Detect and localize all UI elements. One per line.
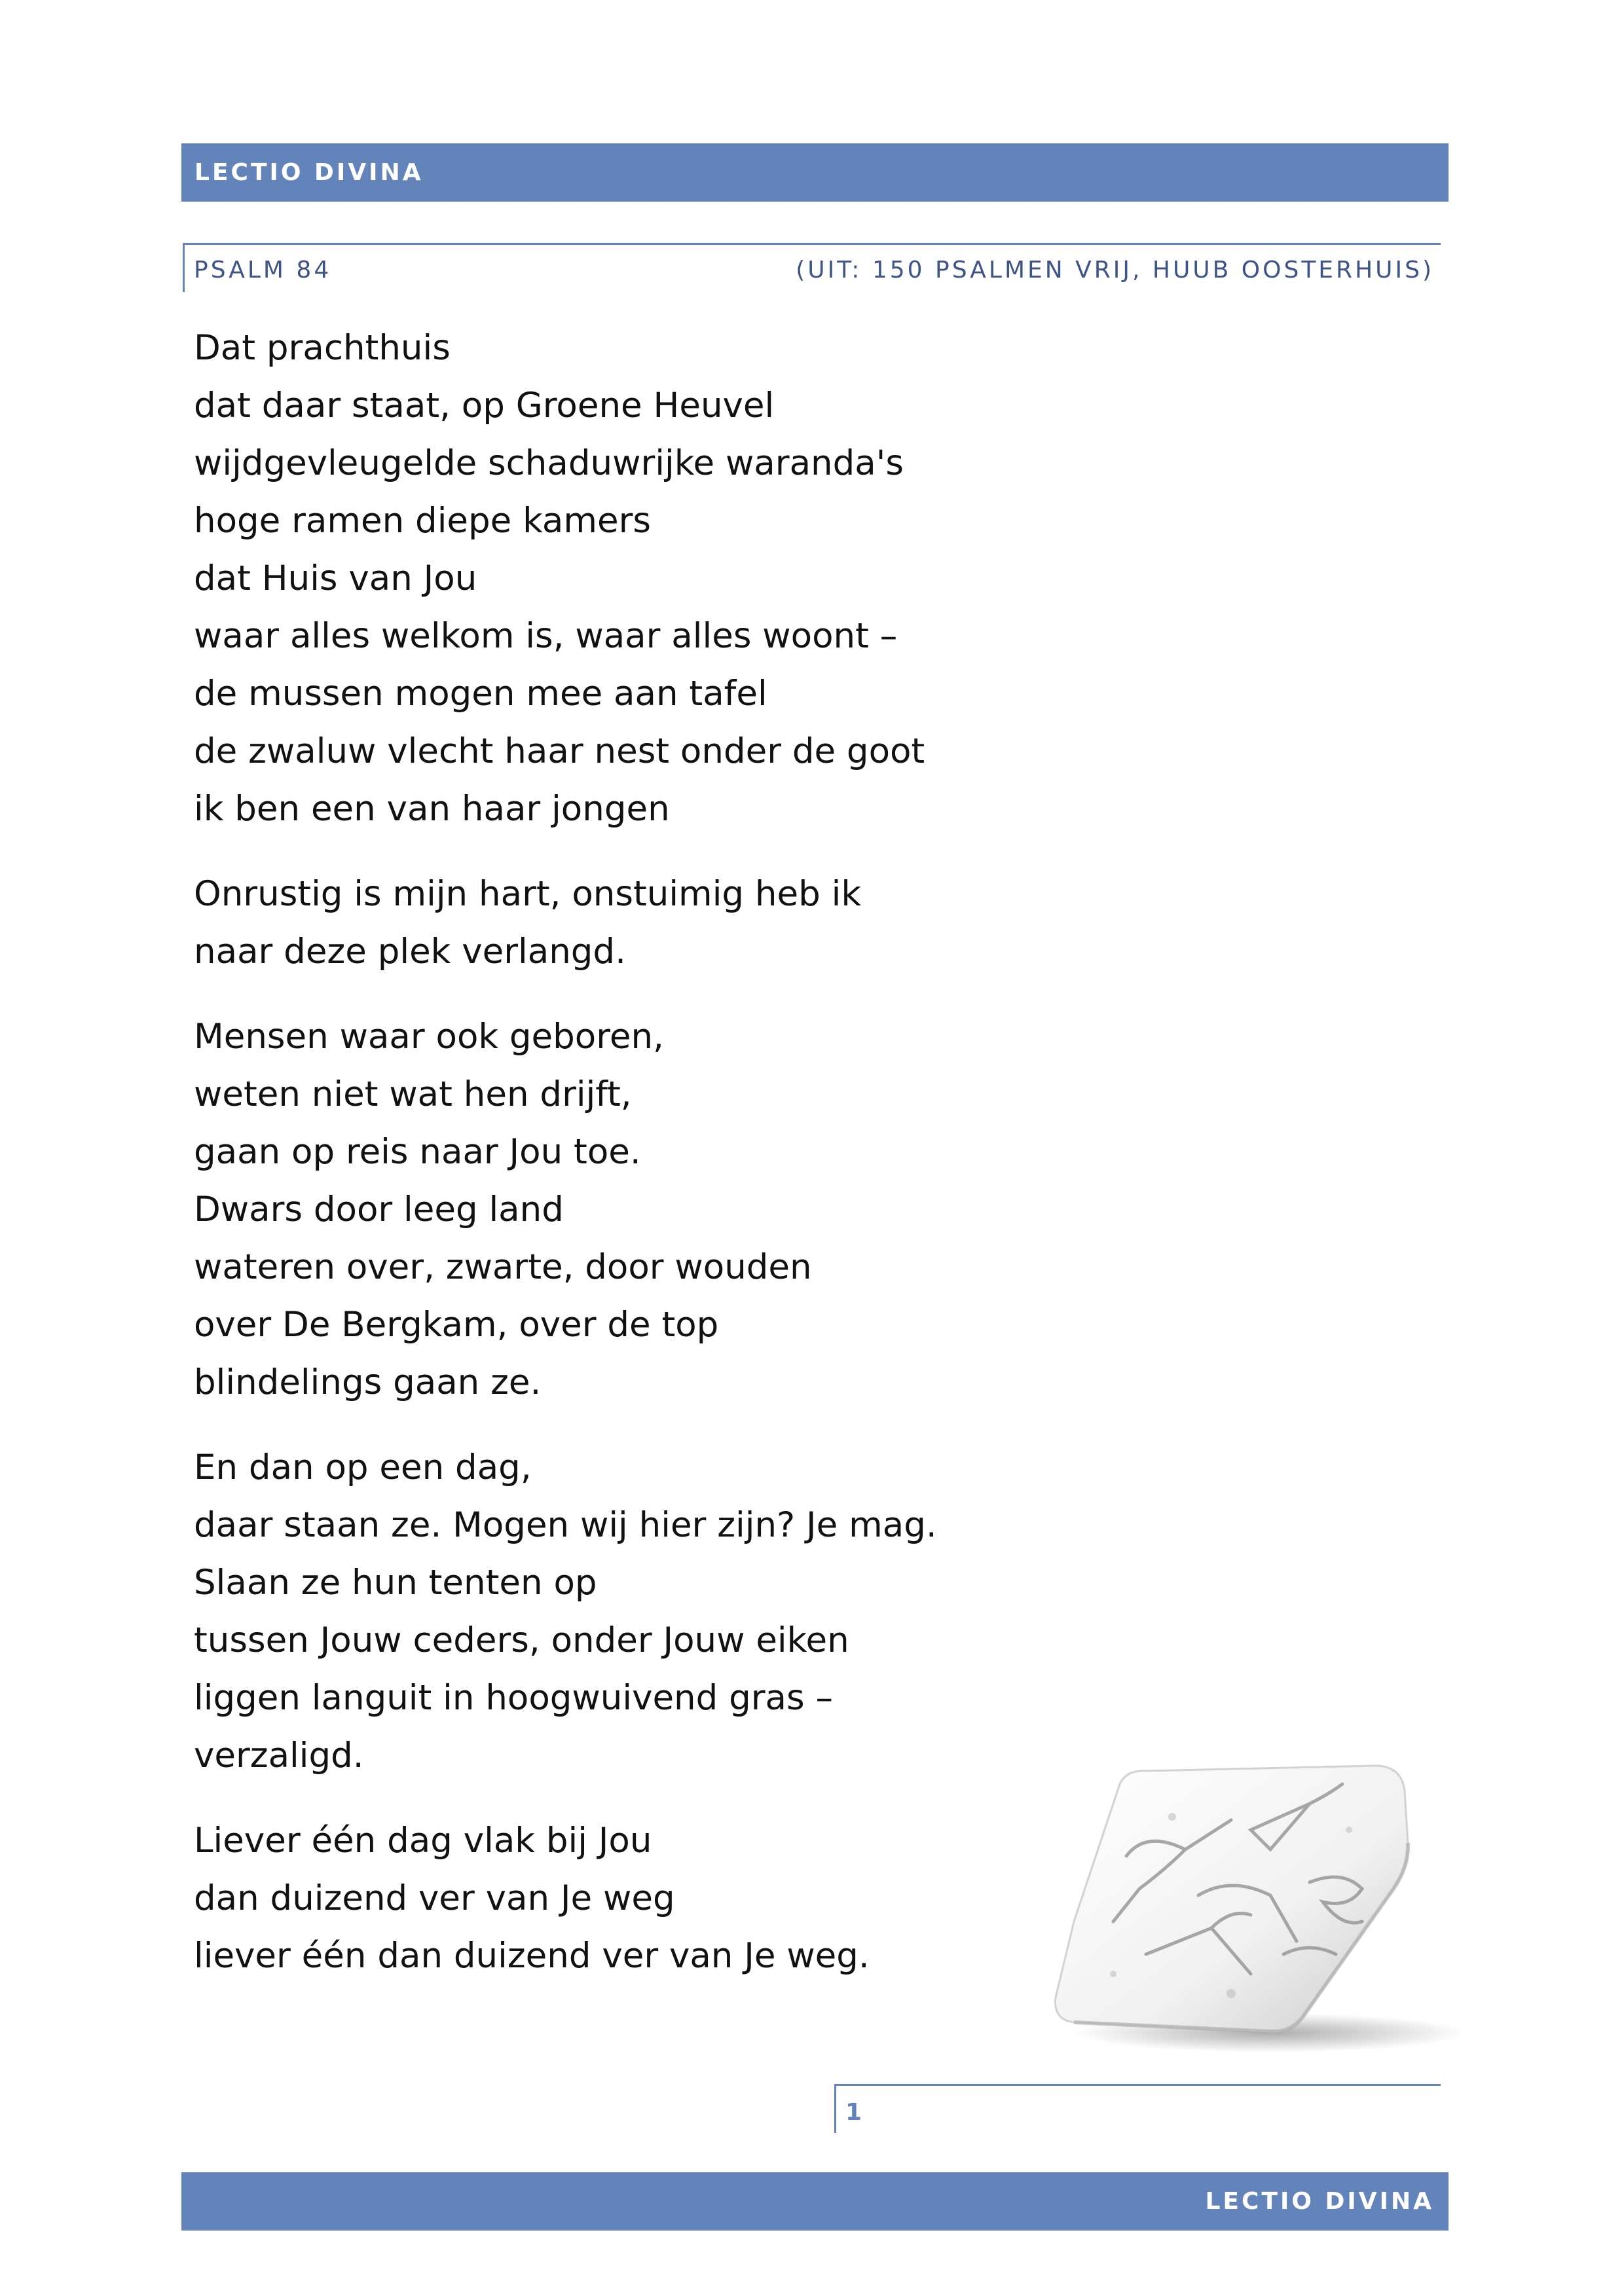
poem-line: tussen Jouw ceders, onder Jouw eiken	[194, 1620, 849, 1660]
stanza	[194, 1008, 1111, 1412]
swallow-stone-illustration	[1035, 1758, 1460, 2059]
poem-line: liever één dan duizend ver van Je weg.	[194, 1936, 870, 1976]
header-title: LECTIO DIVINA	[194, 159, 424, 186]
poem-line: wateren over, zwarte, door wouden	[194, 1247, 812, 1287]
poem-body	[194, 319, 1111, 2013]
poem-line: Mensen waar ook geboren,	[194, 1017, 664, 1057]
poem-line: ik ben een van haar jongen	[194, 789, 670, 829]
page-number: 1	[845, 2099, 862, 2126]
poem-line: En dan op een dag,	[194, 1448, 532, 1487]
poem-line: dan duizend ver van Je weg	[194, 1878, 675, 1918]
poem-line: liggen languit in hoogwuivend gras –	[194, 1678, 833, 1718]
poem-line: Liever één dag vlak bij Jou	[194, 1821, 652, 1861]
poem-line: blindelings gaan ze.	[194, 1362, 542, 1402]
poem-line: verzaligd.	[194, 1736, 364, 1776]
poem-line: gaan op reis naar Jou toe.	[194, 1132, 641, 1172]
poem-line: de mussen mogen mee aan tafel	[194, 674, 767, 714]
stanza	[194, 1439, 1111, 1785]
poem-line: Dwars door leeg land	[194, 1190, 564, 1230]
source-attribution: (UIT: 150 PSALMEN VRIJ, HUUB OOSTERHUIS)	[796, 257, 1434, 283]
poem-line: Onrustig is mijn hart, onstuimig heb ik	[194, 874, 862, 914]
poem-line: naar deze plek verlangd.	[194, 932, 626, 972]
stanza	[194, 866, 1111, 981]
poem-line: wijdgevleugelde schaduwrijke waranda's	[194, 443, 904, 483]
poem-line: dat daar staat, op Groene Heuvel	[194, 386, 775, 426]
footer-title: LECTIO DIVINA	[1205, 2188, 1434, 2215]
poem-line: dat Huis van Jou	[194, 558, 477, 598]
poem-line: Dat prachthuis	[194, 328, 451, 368]
poem-line: weten niet wat hen drijft,	[194, 1074, 632, 1114]
footer-band	[181, 2172, 1449, 2231]
poem-line: over De Bergkam, over de top	[194, 1305, 719, 1345]
poem-line: hoge ramen diepe kamers	[194, 501, 652, 541]
subheader-box	[183, 243, 1441, 292]
header-band	[181, 143, 1449, 202]
poem-line: de zwaluw vlecht haar nest onder de goot	[194, 731, 925, 771]
stanza	[194, 319, 1111, 838]
poem-line: daar staan ze. Mogen wij hier zijn? Je mag.	[194, 1505, 937, 1545]
footer-page-box	[834, 2084, 1441, 2133]
stanza	[194, 1812, 1111, 1985]
poem-line: waar alles welkom is, waar alles woont –	[194, 616, 898, 656]
poem-line: Slaan ze hun tenten op	[194, 1563, 597, 1603]
psalm-title: PSALM 84	[194, 257, 332, 283]
